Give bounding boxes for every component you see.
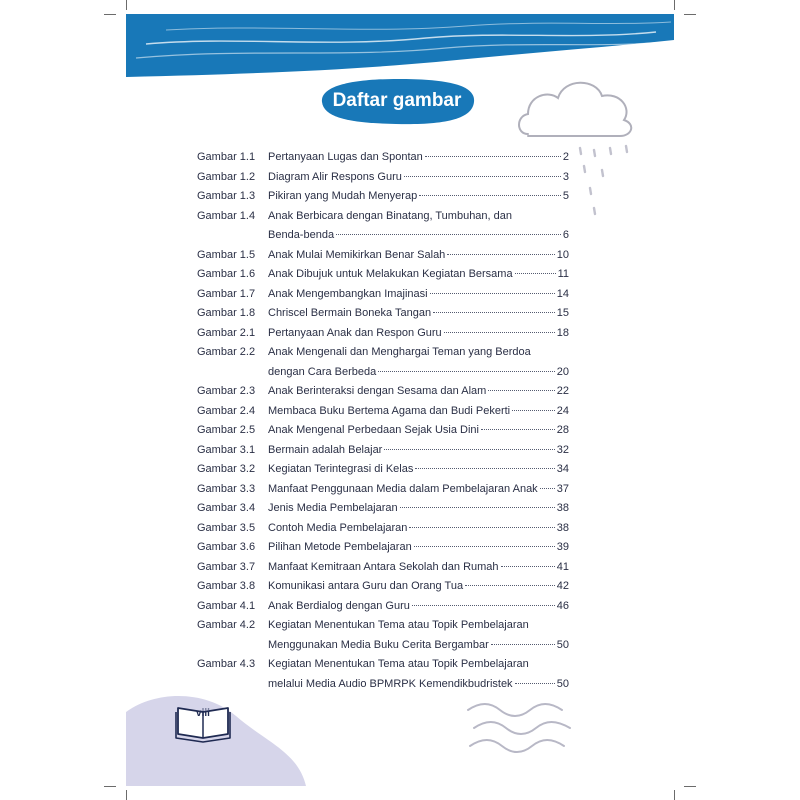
toc-entry[interactable] bbox=[197, 343, 569, 363]
toc-entry[interactable] bbox=[197, 324, 569, 344]
figure-page-number: 20 bbox=[556, 365, 569, 378]
figure-title: Pikiran yang Mudah Menyerap bbox=[268, 190, 418, 202]
dot-leader bbox=[465, 585, 555, 586]
figure-label: Gambar 1.2 bbox=[197, 170, 256, 183]
figure-page-number: 38 bbox=[556, 502, 569, 514]
figure-title: Benda-benda bbox=[268, 229, 335, 241]
crop-mark bbox=[104, 14, 116, 15]
toc-entry[interactable] bbox=[197, 285, 569, 305]
toc-entry[interactable] bbox=[197, 655, 569, 675]
crop-mark bbox=[674, 790, 675, 800]
page-number: viii bbox=[196, 708, 210, 719]
figure-page-number: 42 bbox=[556, 580, 569, 592]
figure-title: Anak Mengembangkan Imajinasi bbox=[268, 287, 428, 300]
figure-label: Gambar 1.1 bbox=[197, 151, 256, 163]
figure-label: Gambar 1.3 bbox=[197, 190, 256, 202]
figure-label: Gambar 4.3 bbox=[197, 658, 256, 670]
toc-entry[interactable] bbox=[197, 616, 569, 636]
figure-title: Diagram Alir Respons Guru bbox=[268, 170, 402, 183]
figure-title: Anak Dibujuk untuk Melakukan Kegiatan Bersama bbox=[268, 268, 513, 280]
dot-leader bbox=[400, 507, 555, 508]
figure-title: Manfaat Kemitraan Antara Sekolah dan Rumah bbox=[268, 560, 499, 573]
crop-mark bbox=[684, 786, 696, 787]
dot-leader bbox=[419, 195, 561, 196]
figure-page-number: 32 bbox=[556, 443, 569, 456]
figure-title: Pilihan Metode Pembelajaran bbox=[268, 541, 412, 553]
figure-label: Gambar 3.4 bbox=[197, 502, 256, 514]
toc-entry[interactable] bbox=[197, 421, 569, 441]
figure-label: Gambar 3.7 bbox=[197, 560, 256, 573]
figure-label bbox=[197, 636, 268, 656]
figure-label: Gambar 2.1 bbox=[197, 326, 256, 339]
figure-label: Gambar 3.3 bbox=[197, 482, 256, 495]
figure-page-number: 10 bbox=[556, 248, 569, 261]
toc-entry[interactable] bbox=[197, 265, 569, 285]
toc-entry[interactable] bbox=[197, 558, 569, 578]
figure-label: Gambar 3.6 bbox=[197, 541, 256, 553]
dot-leader bbox=[433, 312, 555, 313]
figure-title: Anak Mengenali dan Menghargai Teman yang Berdoa bbox=[268, 346, 531, 358]
top-wave-banner bbox=[126, 14, 674, 80]
figure-page-number: 14 bbox=[556, 287, 569, 300]
dot-leader bbox=[336, 234, 561, 235]
figure-page-number: 15 bbox=[556, 307, 569, 319]
toc-entry[interactable] bbox=[197, 597, 569, 617]
toc-entry[interactable] bbox=[197, 304, 569, 324]
figure-page-number: 22 bbox=[556, 385, 569, 397]
figure-title: Kegiatan Menentukan Tema atau Topik Pembelajaran bbox=[268, 658, 529, 670]
figure-page-number: 41 bbox=[556, 560, 569, 573]
figure-page-number: 18 bbox=[556, 326, 569, 339]
figure-page-number: 24 bbox=[556, 404, 569, 417]
figure-title: Membaca Buku Bertema Agama dan Budi Pekerti bbox=[268, 404, 511, 417]
toc-entry[interactable] bbox=[197, 460, 569, 480]
crop-mark bbox=[104, 786, 116, 787]
dot-leader bbox=[481, 429, 555, 430]
figure-title: Anak Berdialog dengan Guru bbox=[268, 599, 410, 612]
toc-entry[interactable] bbox=[197, 636, 569, 656]
waves-icon bbox=[466, 700, 574, 760]
figure-page-number: 5 bbox=[562, 190, 569, 202]
dot-leader bbox=[414, 546, 555, 547]
figure-title: Komunikasi antara Guru dan Orang Tua bbox=[268, 580, 464, 592]
figure-title: Kegiatan Menentukan Tema atau Topik Pembelajaran bbox=[268, 619, 529, 631]
dot-leader bbox=[491, 644, 555, 645]
figure-title: melalui Media Audio BPMRPK Kemendikbudristek bbox=[268, 677, 513, 690]
figure-label bbox=[197, 226, 268, 246]
figure-title: Chriscel Bermain Boneka Tangan bbox=[268, 307, 432, 319]
figure-page-number: 50 bbox=[556, 638, 569, 651]
figure-title: Anak Berbicara dengan Binatang, Tumbuhan, dan bbox=[268, 209, 513, 222]
dot-leader bbox=[412, 605, 555, 606]
toc-entry[interactable] bbox=[197, 480, 569, 500]
toc-entry[interactable] bbox=[197, 148, 569, 168]
dot-leader bbox=[444, 332, 555, 333]
figure-page-number: 11 bbox=[557, 268, 569, 280]
figure-title: Pertanyaan Lugas dan Spontan bbox=[268, 151, 423, 163]
figure-title: Anak Mengenal Perbedaan Sejak Usia Dini bbox=[268, 424, 479, 436]
figure-page-number: 34 bbox=[556, 463, 569, 475]
figure-list bbox=[197, 148, 569, 694]
toc-entry[interactable] bbox=[197, 538, 569, 558]
figure-title: Contoh Media Pembelajaran bbox=[268, 521, 408, 534]
figure-page-number: 28 bbox=[556, 424, 569, 436]
dot-leader bbox=[415, 468, 554, 469]
figure-page-number: 46 bbox=[556, 599, 569, 612]
figure-page-number: 38 bbox=[556, 521, 569, 534]
figure-label: Gambar 3.8 bbox=[197, 580, 256, 592]
toc-entry[interactable] bbox=[197, 382, 569, 402]
crop-mark bbox=[684, 14, 696, 15]
figure-title: Pertanyaan Anak dan Respon Guru bbox=[268, 326, 442, 339]
dot-leader bbox=[384, 449, 554, 450]
figure-label: Gambar 1.7 bbox=[197, 287, 256, 300]
figure-label: Gambar 2.4 bbox=[197, 404, 256, 417]
figure-title: dengan Cara Berbeda bbox=[268, 365, 377, 378]
figure-page-number: 3 bbox=[562, 170, 569, 183]
figure-page-number: 37 bbox=[556, 482, 569, 495]
figure-title: Jenis Media Pembelajaran bbox=[268, 502, 398, 514]
figure-label: Gambar 3.1 bbox=[197, 443, 256, 456]
dot-leader bbox=[425, 156, 561, 157]
figure-label: Gambar 1.5 bbox=[197, 248, 256, 261]
dot-leader bbox=[404, 176, 561, 177]
figure-label: Gambar 2.2 bbox=[197, 346, 256, 358]
toc-entry[interactable] bbox=[197, 168, 569, 188]
crop-mark bbox=[674, 0, 675, 10]
figure-label: Gambar 1.4 bbox=[197, 209, 256, 222]
dot-leader bbox=[378, 371, 555, 372]
dot-leader bbox=[488, 390, 554, 391]
dot-leader bbox=[540, 488, 555, 489]
crop-mark bbox=[126, 790, 127, 800]
figure-page-number: 50 bbox=[556, 677, 569, 690]
toc-entry[interactable] bbox=[197, 226, 569, 246]
figure-title: Anak Mulai Memikirkan Benar Salah bbox=[268, 248, 446, 261]
toc-entry[interactable] bbox=[197, 441, 569, 461]
figure-title: Menggunakan Media Buku Cerita Bergambar bbox=[268, 638, 489, 651]
figure-title: Anak Berinteraksi dengan Sesama dan Alam bbox=[268, 385, 487, 397]
toc-entry[interactable] bbox=[197, 402, 569, 422]
toc-entry[interactable] bbox=[197, 363, 569, 383]
dot-leader bbox=[501, 566, 555, 567]
crop-mark bbox=[126, 0, 127, 10]
toc-entry[interactable] bbox=[197, 207, 569, 227]
figure-title: Kegiatan Terintegrasi di Kelas bbox=[268, 463, 414, 475]
toc-entry[interactable] bbox=[197, 519, 569, 539]
figure-label: Gambar 1.6 bbox=[197, 268, 256, 280]
dot-leader bbox=[430, 293, 555, 294]
toc-entry[interactable] bbox=[197, 246, 569, 266]
toc-entry[interactable] bbox=[197, 577, 569, 597]
figure-label: Gambar 1.8 bbox=[197, 307, 256, 319]
toc-entry[interactable] bbox=[197, 187, 569, 207]
figure-label: Gambar 3.2 bbox=[197, 463, 256, 475]
figure-page-number: 39 bbox=[556, 541, 569, 553]
figure-page-number: 6 bbox=[562, 229, 569, 241]
dot-leader bbox=[515, 273, 556, 274]
book-icon bbox=[174, 700, 232, 744]
dot-leader bbox=[409, 527, 554, 528]
figure-label: Gambar 4.2 bbox=[197, 619, 256, 631]
figure-title: Bermain adalah Belajar bbox=[268, 443, 383, 456]
figure-label bbox=[197, 363, 268, 383]
dot-leader bbox=[512, 410, 555, 411]
toc-entry[interactable] bbox=[197, 499, 569, 519]
figure-title: Manfaat Penggunaan Media dalam Pembelajaran Anak bbox=[268, 482, 538, 495]
figure-label: Gambar 3.5 bbox=[197, 521, 256, 534]
dot-leader bbox=[515, 683, 555, 684]
figure-page-number: 2 bbox=[562, 151, 569, 163]
dot-leader bbox=[447, 254, 554, 255]
figure-label: Gambar 2.3 bbox=[197, 385, 256, 397]
figure-label: Gambar 4.1 bbox=[197, 599, 256, 612]
figure-label: Gambar 2.5 bbox=[197, 424, 256, 436]
page-title: Daftar gambar bbox=[332, 90, 462, 111]
